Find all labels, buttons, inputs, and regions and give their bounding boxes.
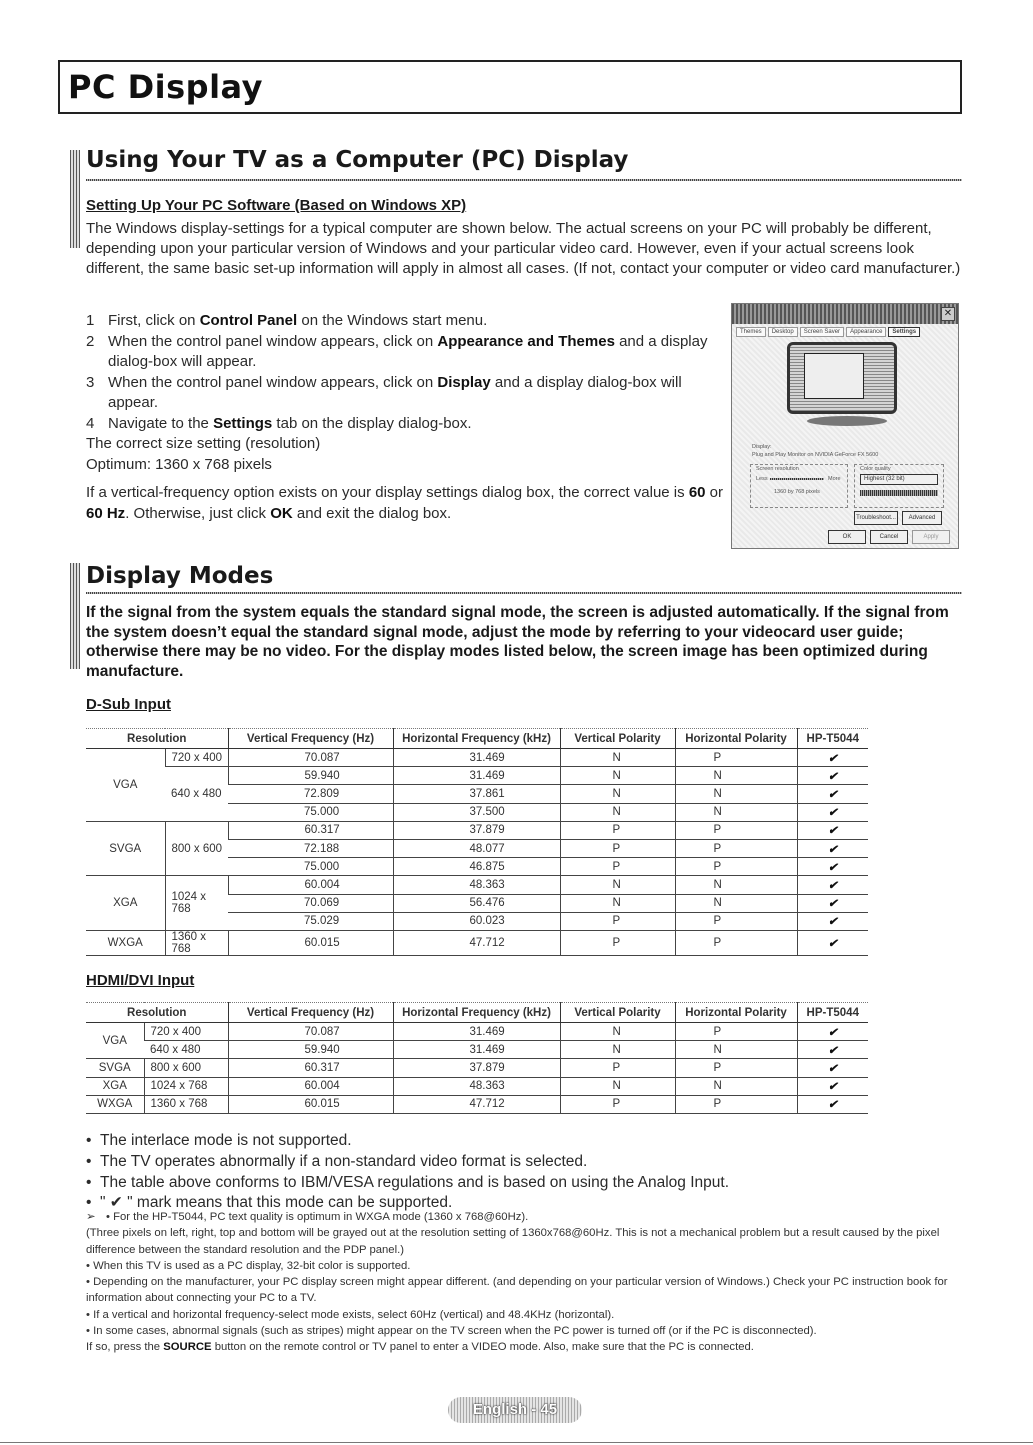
vpol-cell: P [560, 912, 675, 930]
supported-check-icon: ✔ [797, 1041, 868, 1059]
less-label: Less [756, 476, 768, 482]
vfreq-cell: 60.317 [228, 1059, 393, 1077]
vfreq-cell: 70.069 [228, 894, 393, 912]
vpol-cell: P [560, 1095, 675, 1113]
hdmi-input-heading: HDMI/DVI Input [86, 972, 195, 989]
size-cell: 800 x 600 [144, 1059, 228, 1077]
hpol-cell: P [675, 1059, 797, 1077]
vfreq-cell: 70.087 [228, 1023, 393, 1041]
hpol-cell: N [675, 876, 797, 894]
advanced-button: Advanced [902, 511, 942, 525]
screen-resolution-label: Screen resolution [756, 466, 799, 472]
vpol-cell: N [560, 1077, 675, 1095]
hfreq-cell: 48.077 [393, 839, 560, 857]
supported-check-icon: ✔ [797, 749, 868, 767]
vfreq-cell: 75.000 [228, 858, 393, 876]
supported-check-icon: ✔ [797, 1059, 868, 1077]
mode-cell: VGA [86, 749, 165, 822]
table-row [86, 1095, 868, 1113]
resolution-slider [770, 478, 824, 480]
size-cell: 800 x 600 [165, 821, 228, 876]
mode-cell: WXGA [86, 1095, 144, 1113]
hpol-cell: N [675, 1041, 797, 1059]
hfreq-cell: 31.469 [393, 749, 560, 767]
vpol-cell: N [560, 1023, 675, 1041]
vpol-cell: N [560, 803, 675, 821]
column-header: Horizontal Polarity [675, 729, 797, 749]
troubleshoot-button: Troubleshoot... [854, 511, 898, 525]
hpol-cell: N [675, 785, 797, 803]
hpol-cell: P [675, 930, 797, 955]
vpol-cell: N [560, 749, 675, 767]
apply-button: Apply [912, 530, 950, 544]
notes-list [86, 1209, 966, 1356]
color-quality-select: Highest (32 bit) [860, 474, 938, 485]
vfreq-cell: 72.809 [228, 785, 393, 803]
monitor-icon [787, 342, 897, 414]
step-item: 2 When the control panel window appears, click on Appearance and Themes and a display dialog-box will appear. [86, 332, 708, 370]
vfreq-cell: 60.317 [228, 821, 393, 839]
ok-button: OK [828, 530, 866, 544]
note-detail: (Three pixels on left, right, top and bottom will be grayed out at the resolution setting of 1360x768@60Hz. This is not a mechanical problem but a result caused by the pixel difference between the standard resolution and the PDP panel.) [86, 1227, 940, 1256]
mode-cell: WXGA [86, 930, 165, 955]
hdmi-modes-table [86, 1002, 868, 1114]
bullet-list [86, 1131, 966, 1214]
section-title: Using Your TV as a Computer (PC) Display [86, 147, 629, 173]
size-cell: 720 x 400 [165, 749, 228, 767]
column-header: Resolution [86, 1003, 228, 1023]
hpol-cell: N [675, 894, 797, 912]
mode-cell: SVGA [86, 1059, 144, 1077]
table-row [86, 1077, 868, 1095]
hfreq-cell: 37.861 [393, 785, 560, 803]
size-cell: 1024 x 768 [165, 876, 228, 931]
note-item: • When this TV is used as a PC display, 32-bit color is supported. [86, 1259, 411, 1272]
vpol-cell: N [560, 785, 675, 803]
supported-check-icon: ✔ [797, 876, 868, 894]
hfreq-cell: 60.023 [393, 912, 560, 930]
vpol-cell: P [560, 821, 675, 839]
step-item: 1 First, click on Control Panel on the Windows start menu. [86, 312, 488, 329]
column-header: Vertical Polarity [560, 729, 675, 749]
page-header [58, 60, 962, 114]
column-header: Vertical Frequency (Hz) [228, 729, 393, 749]
hpol-cell: P [675, 839, 797, 857]
page-number: English - 45 [448, 1397, 582, 1423]
display-label: Display: [752, 444, 772, 450]
supported-check-icon: ✔ [797, 1023, 868, 1041]
supported-check-icon: ✔ [797, 785, 868, 803]
hpol-cell: N [675, 803, 797, 821]
close-icon: ✕ [941, 307, 955, 321]
page-title: PC Display [68, 68, 263, 106]
tab-themes: Themes [736, 327, 766, 337]
hfreq-cell: 31.469 [393, 767, 560, 785]
column-header: Horizontal Frequency (kHz) [393, 1003, 560, 1023]
hpol-cell: N [675, 1077, 797, 1095]
vfreq-cell: 59.940 [228, 767, 393, 785]
vertical-frequency-note: If a vertical-frequency option exists on your display settings dialog box, the correct value is 60 or 60 Hz. Otherwise, just click OK and exit the dialog box. [86, 484, 724, 522]
tab-screen-saver: Screen Saver [800, 327, 844, 337]
vpol-cell: P [560, 858, 675, 876]
monitor-stand [807, 416, 887, 426]
supported-check-icon: ✔ [797, 1077, 868, 1095]
resolution-value: 1360 by 768 pixels [774, 489, 820, 495]
hfreq-cell: 37.879 [393, 1059, 560, 1077]
table-row [86, 876, 868, 894]
vpol-cell: N [560, 876, 675, 894]
step-item: 4 Navigate to the Settings tab on the display dialog-box. [86, 414, 472, 432]
dsub-input-heading: D-Sub Input [86, 696, 171, 713]
section-title: Display Modes [86, 563, 274, 589]
hpol-cell: P [675, 912, 797, 930]
vpol-cell: N [560, 767, 675, 785]
list-item: • The interlace mode is not supported. [86, 1132, 352, 1149]
section-marker [70, 150, 80, 248]
supported-check-icon: ✔ [797, 894, 868, 912]
intro-paragraph: The Windows display-settings for a typical computer are shown below. The actual screens on your PC will probably be different, depending upon your particular version of Windows and your particular video card. However, even if your actual screens look different, the same basic set-up information will apply in almost all cases. (If not, contact your computer or video card manufacturer.) [86, 220, 961, 277]
hfreq-cell: 31.469 [393, 1023, 560, 1041]
display-properties-dialog-illustration [731, 303, 959, 549]
display-value: Plug and Play Monitor on NVIDIA GeForce FX 5600 [752, 452, 879, 458]
hfreq-cell: 31.469 [393, 1041, 560, 1059]
note-item: • Depending on the manufacturer, your PC display screen might appear different. (and depending on your particular version of Windows.) Check your PC instruction book for information about connecting your PC to a TV. [86, 1276, 948, 1305]
hpol-cell: P [675, 858, 797, 876]
supported-check-icon: ✔ [797, 767, 868, 785]
vpol-cell: P [560, 839, 675, 857]
mode-cell: SVGA [86, 821, 165, 876]
table-header-row [86, 1003, 868, 1023]
column-header: Vertical Frequency (Hz) [228, 1003, 393, 1023]
vfreq-cell: 75.000 [228, 803, 393, 821]
dialog-titlebar [732, 304, 958, 324]
resolution-note: The correct size setting (resolution) [86, 435, 321, 452]
vpol-cell: P [560, 1059, 675, 1077]
display-modes-intro: If the signal from the system equals the standard signal mode, the screen is adjusted automatically. If the signal from the system doesn’t equal the standard signal mode, adjust the mode by referring to your videocard user guide; otherwise there may be no video. For the display modes listed below, the screen image has been optimized during manufacture. [86, 604, 949, 680]
supported-check-icon: ✔ [797, 839, 868, 857]
hpol-cell: P [675, 749, 797, 767]
vpol-cell: N [560, 1041, 675, 1059]
subsection-heading: Setting Up Your PC Software (Based on Windows XP) [86, 197, 467, 214]
cancel-button: Cancel [870, 530, 908, 544]
column-header: HP-T5044 [797, 729, 868, 749]
note-item: If so, press the SOURCE button on the remote control or TV panel to enter a VIDEO mode. Also, make sure that the PC is connected. [86, 1341, 754, 1354]
vpol-cell: P [560, 930, 675, 955]
size-cell: 640 x 480 [144, 1041, 228, 1059]
resolution-optimum: Optimum: 1360 x 768 pixels [86, 455, 272, 473]
hfreq-cell: 47.712 [393, 1095, 560, 1113]
hfreq-cell: 46.875 [393, 858, 560, 876]
note-item: • In some cases, abnormal signals (such as stripes) might appear on the TV screen when the PC power is turned off (or if the PC is disconnected). [86, 1325, 817, 1338]
hfreq-cell: 48.363 [393, 876, 560, 894]
color-quality-label: Color quality [860, 466, 891, 472]
monitor-screen [804, 353, 864, 399]
vfreq-cell: 60.004 [228, 876, 393, 894]
section-marker [70, 563, 80, 669]
tab-appearance: Appearance [846, 327, 886, 337]
hfreq-cell: 48.363 [393, 1077, 560, 1095]
size-cell: 1360 x 768 [165, 930, 228, 955]
table-row [86, 1041, 868, 1059]
tab-desktop: Desktop [768, 327, 798, 337]
mode-cell: XGA [86, 876, 165, 931]
list-item: • " ✔ " mark means that this mode can be supported. [86, 1194, 453, 1212]
vfreq-cell: 60.015 [228, 1095, 393, 1113]
vfreq-cell: 59.940 [228, 1041, 393, 1059]
table-row [86, 749, 868, 767]
section-rule [86, 592, 962, 594]
list-item: • The TV operates abnormally if a non-standard video format is selected. [86, 1152, 588, 1170]
table-row [86, 821, 868, 839]
size-cell: 1360 x 768 [144, 1095, 228, 1113]
size-cell: 640 x 480 [165, 767, 228, 822]
dialog-tabs [732, 324, 958, 340]
list-item: • The table above conforms to IBM/VESA regulations and is based on using the Analog Input. [86, 1173, 730, 1191]
column-header: Vertical Polarity [560, 1003, 675, 1023]
tab-settings: Settings [888, 327, 920, 337]
hfreq-cell: 37.500 [393, 803, 560, 821]
column-header: HP-T5044 [797, 1003, 868, 1023]
steps-list [86, 311, 726, 524]
table-header-row [86, 729, 868, 749]
color-bar [860, 490, 938, 496]
section-rule [86, 179, 962, 181]
table-row [86, 930, 868, 955]
supported-check-icon: ✔ [797, 930, 868, 955]
size-cell: 720 x 400 [144, 1023, 228, 1041]
column-header: Resolution [86, 729, 228, 749]
column-header: Horizontal Frequency (kHz) [393, 729, 560, 749]
vfreq-cell: 75.029 [228, 912, 393, 930]
vfreq-cell: 72.188 [228, 839, 393, 857]
supported-check-icon: ✔ [797, 803, 868, 821]
hpol-cell: P [675, 1095, 797, 1113]
note-item: • If a vertical and horizontal frequency-select mode exists, select 60Hz (vertical) and 48.4KHz (horizontal). [86, 1308, 615, 1321]
step-item: 3 When the control panel window appears, click on Display and a display dialog-box will appear. [86, 373, 682, 411]
note-item: ➢ • For the HP-T5044, PC text quality is optimum in WXGA mode (1360 x 768@60Hz). [86, 1209, 966, 1225]
mode-cell: XGA [86, 1077, 144, 1095]
hfreq-cell: 56.476 [393, 894, 560, 912]
dsub-modes-table [86, 728, 868, 956]
mode-cell: VGA [86, 1023, 144, 1059]
vfreq-cell: 60.004 [228, 1077, 393, 1095]
bottom-divider [0, 1442, 1033, 1443]
table-row [86, 767, 868, 785]
arrow-icon: ➢ [86, 1211, 96, 1223]
table-row [86, 1059, 868, 1077]
supported-check-icon: ✔ [797, 858, 868, 876]
more-label: More [828, 476, 841, 482]
column-header: Horizontal Polarity [675, 1003, 797, 1023]
supported-check-icon: ✔ [797, 1095, 868, 1113]
vpol-cell: N [560, 894, 675, 912]
vfreq-cell: 60.015 [228, 930, 393, 955]
table-row [86, 1023, 868, 1041]
supported-check-icon: ✔ [797, 912, 868, 930]
hpol-cell: P [675, 821, 797, 839]
hpol-cell: N [675, 767, 797, 785]
hpol-cell: P [675, 1023, 797, 1041]
hfreq-cell: 37.879 [393, 821, 560, 839]
vfreq-cell: 70.087 [228, 749, 393, 767]
hfreq-cell: 47.712 [393, 930, 560, 955]
supported-check-icon: ✔ [797, 821, 868, 839]
size-cell: 1024 x 768 [144, 1077, 228, 1095]
